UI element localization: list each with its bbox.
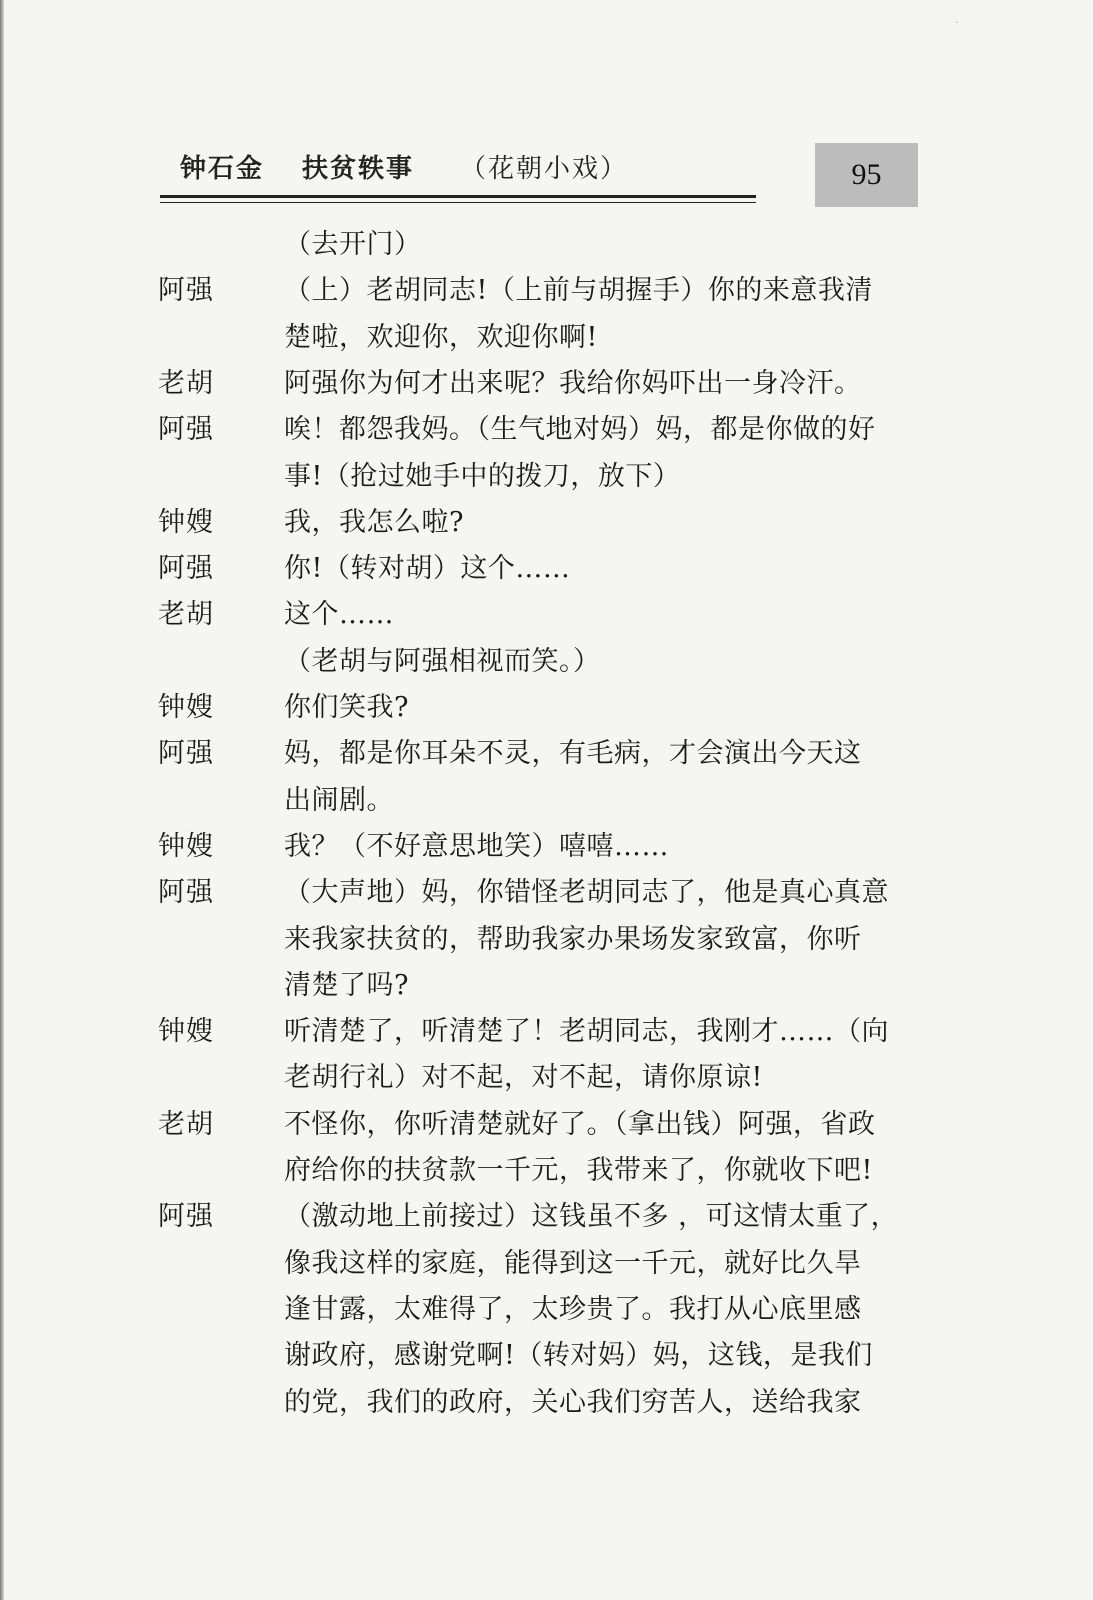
dialogue-line: 不怪你，你听清楚就好了。（拿出钱）阿强，省政 (284, 1109, 876, 1140)
speaker-name: 阿强 (158, 553, 214, 584)
stage-direction: （老胡与阿强相视而笑。） (284, 646, 601, 677)
speaker-name: 阿强 (158, 275, 214, 306)
dialogue-line: （大声地）妈，你错怪老胡同志了，他是真心真意 (284, 877, 889, 908)
speaker-name: 钟嫂 (158, 1016, 214, 1047)
dialogue-line: 出闹剧。 (284, 785, 394, 816)
dialogue-line: 谢政府，感谢党啊!（转对妈）妈，这钱，是我们 (284, 1340, 873, 1371)
dialogue-line: 我，我怎么啦? (284, 507, 464, 538)
stage-direction: （去开门） (284, 229, 422, 260)
dialogue-line: 像我这样的家庭，能得到这一千元，就好比久旱 (284, 1248, 862, 1279)
dialogue-line: 阿强你为何才出来呢？我给你妈吓出一身冷汗。 (284, 368, 862, 399)
dialogue-line: 妈，都是你耳朵不灵，有毛病，才会演出今天这 (284, 738, 862, 769)
running-header (160, 148, 760, 188)
running-header-text (180, 148, 628, 185)
dialogue-line: 你们笑我? (284, 692, 409, 723)
header-title: 扶贫轶事 (302, 154, 415, 184)
header-rule-thick (160, 195, 756, 198)
speaker-name: 钟嫂 (158, 831, 214, 862)
speaker-name: 老胡 (158, 599, 214, 630)
dialogue-line: 逢甘露，太难得了，太珍贵了。我打从心底里感 (284, 1294, 862, 1325)
dialogue-line: 清楚了吗? (284, 970, 409, 1001)
dialogue-line: 老胡行礼）对不起，对不起，请你原谅! (284, 1062, 763, 1093)
speaker-name: 阿强 (158, 877, 214, 908)
dialogue-line: 来我家扶贫的，帮助我家办果场发家致富，你听 (284, 924, 862, 955)
page-number: 95 (815, 143, 918, 207)
speaker-name: 钟嫂 (158, 507, 214, 538)
dialogue-line: 你!（转对胡）这个…… (284, 553, 571, 584)
dialogue-line: 事!（抢过她手中的拨刀，放下） (284, 461, 681, 492)
dialogue-line: （激动地上前接过）这钱虽不多 ，可这情太重了， (284, 1201, 899, 1232)
dialogue-line: （上）老胡同志!（上前与胡握手）你的来意我清 (284, 275, 873, 306)
dialogue-line: 我？（不好意思地笑）嘻嘻…… (284, 831, 669, 862)
dialogue-line: 的党，我们的政府，关心我们穷苦人，送给我家 (284, 1387, 862, 1418)
dialogue-line: 唉！都怨我妈。（生气地对妈）妈，都是你做的好 (284, 414, 876, 445)
header-author: 钟石金 (180, 154, 265, 184)
scan-speck: · (955, 18, 959, 29)
speaker-name: 阿强 (158, 738, 214, 769)
dialogue-line: 楚啦，欢迎你，欢迎你啊! (284, 322, 598, 353)
header-subtitle: （花朝小戏） (460, 154, 629, 184)
speaker-name: 老胡 (158, 368, 214, 399)
speaker-name: 钟嫂 (158, 692, 214, 723)
speaker-name: 老胡 (158, 1109, 214, 1140)
dialogue-line: 听清楚了，听清楚了！老胡同志，我刚才……（向 (284, 1016, 889, 1047)
speaker-name: 阿强 (158, 414, 214, 445)
page-edge-shadow (0, 0, 4, 1600)
dialogue-line: 这个…… (284, 599, 394, 630)
header-rule-thin (160, 202, 756, 203)
speaker-name: 阿强 (158, 1201, 214, 1232)
dialogue-line: 府给你的扶贫款一千元，我带来了，你就收下吧! (284, 1155, 873, 1186)
